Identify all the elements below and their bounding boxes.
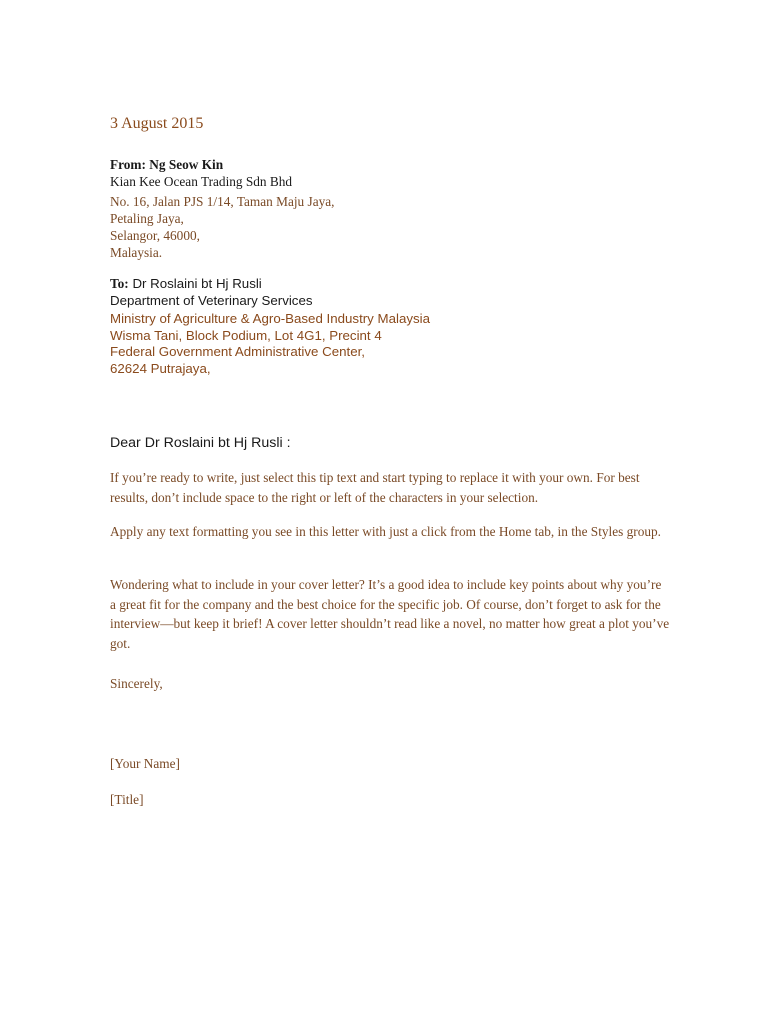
recipient-address-line-1: Ministry of Agriculture & Agro-Based Industry Malaysia bbox=[110, 311, 430, 326]
body-paragraph-2: Apply any text formatting you see in this letter with just a click from the Home tab, in the Styles group. bbox=[110, 524, 661, 539]
from-label: From: bbox=[110, 157, 146, 172]
recipient-block bbox=[110, 276, 430, 377]
recipient-department: Department of Veterinary Services bbox=[110, 292, 313, 308]
sender-block bbox=[110, 156, 334, 261]
recipient-address-line-2: Wisma Tani, Block Podium, Lot 4G1, Precint 4 bbox=[110, 327, 382, 343]
signature-title: [Title] bbox=[110, 792, 144, 807]
sender-company: Kian Kee Ocean Trading Sdn Bhd bbox=[110, 174, 293, 189]
sender-line bbox=[110, 156, 334, 173]
sender-name: Ng Seow Kin bbox=[149, 157, 224, 172]
body-paragraph-3: Wondering what to include in your cover letter? It’s a good idea to include key points about why you’re a great fit for the company and the best choice for the specific job. Of course, don’t forget to ask for the interview—but keep it brief! A cover letter shouldn’t read like a novel, no matter how great a plot you’ve got. bbox=[110, 577, 670, 651]
recipient-name: Dr Roslaini bt Hj Rusli bbox=[132, 276, 262, 291]
closing: Sincerely, bbox=[110, 676, 163, 691]
signature-name: [Your Name] bbox=[110, 756, 180, 771]
recipient-line bbox=[110, 276, 430, 293]
sender-address-line-4: Malaysia. bbox=[110, 245, 163, 260]
body-paragraph-1: If you’re ready to write, just select this tip text and start typing to replace it with your own. For best results, don’t include space to the right or left of the characters in your selection. bbox=[110, 470, 640, 505]
letter-date: 3 August 2015 bbox=[110, 115, 204, 132]
recipient-address-line-3: Federal Government Administrative Center, bbox=[110, 344, 365, 359]
sender-address-line-2: Petaling Jaya, bbox=[110, 211, 184, 226]
to-label: To: bbox=[110, 276, 129, 291]
sender-address-line-1: No. 16, Jalan PJS 1/14, Taman Maju Jaya, bbox=[110, 194, 335, 209]
recipient-address-line-4: 62624 Putrajaya, bbox=[110, 360, 211, 376]
sender-address-line-3: Selangor, 46000, bbox=[110, 228, 200, 243]
salutation: Dear Dr Roslaini bt Hj Rusli : bbox=[110, 435, 291, 451]
